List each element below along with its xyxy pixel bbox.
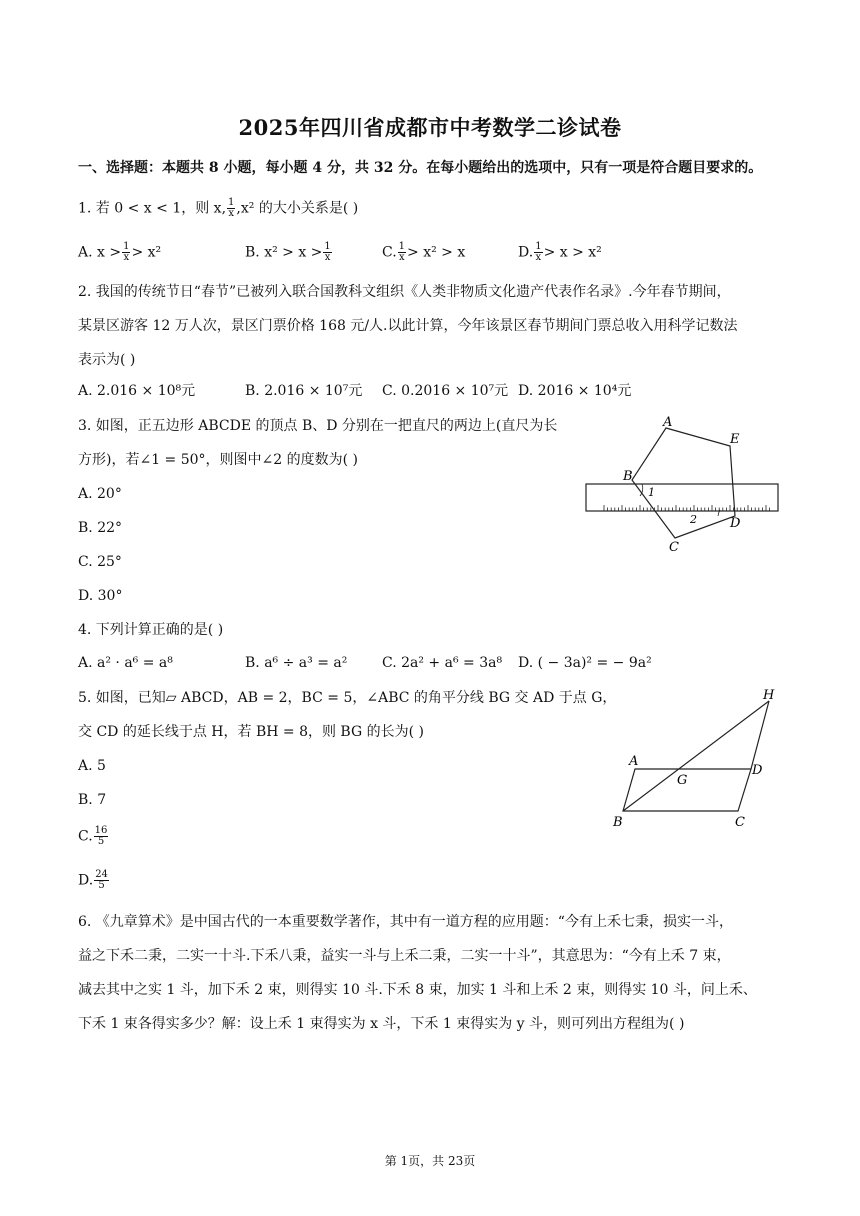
option-text: C. (78, 828, 93, 845)
q3-option-d[interactable]: D. 30° (78, 588, 123, 604)
option-text: > x > x² (543, 244, 602, 261)
question-4-line-1: 4. 下列计算正确的是( ) (78, 622, 224, 638)
q4-option-a[interactable]: A. a² · a⁶ = a⁸ (78, 655, 173, 671)
label-C: C (735, 815, 745, 830)
q3-option-c[interactable]: C. 25° (78, 554, 122, 570)
label-A: A (629, 754, 639, 769)
q1-stem-part: 1. 若 0 < x < 1，则 x, (78, 200, 227, 217)
q1-option-a[interactable] (78, 242, 161, 263)
label-D: D (730, 516, 741, 531)
question-5-line-2: 交 CD 的延长线于点 H，若 BH = 8，则 BG 的长为( ) (78, 724, 424, 740)
q1-option-d[interactable] (518, 242, 602, 263)
label-E: E (730, 432, 740, 447)
option-text: > x² (131, 244, 162, 261)
q5-option-a[interactable]: A. 5 (78, 758, 106, 774)
fraction (94, 870, 109, 891)
q1-option-b[interactable] (245, 242, 333, 263)
q4-option-b[interactable]: B. a⁶ ÷ a³ = a² (245, 655, 348, 671)
fraction (227, 198, 235, 219)
q5-option-c[interactable] (78, 826, 109, 847)
q1-stem-part: ,x² 的大小关系是( ) (236, 200, 359, 217)
extension-DH (751, 701, 769, 769)
question-2-line-1: 2. 我国的传统节日“春节”已被列入联合国教科文组织《人类非物质文化遗产代表作名录》.今年春节期间， (78, 284, 731, 300)
question-6-line-3: 减去其中之实 1 斗，加下禾 2 束，则得实 10 斗.下禾 8 束，加实 1 斗和上禾 2 束，则得实 10 斗，问上禾、 (78, 982, 757, 998)
q2-option-c[interactable]: C. 0.2016 × 10⁷元 (382, 383, 509, 399)
fraction (398, 242, 406, 263)
question-3-line-2: 方形)，若∠1 = 50°，则图中∠2 的度数为( ) (78, 452, 359, 468)
q5-parallelogram-figure (605, 685, 795, 833)
fraction (122, 242, 130, 263)
section-heading: 一、选择题：本题共 8 小题，每小题 4 分，共 32 分。在每小题给出的选项中，只有一项是符合题目要求的。 (78, 160, 763, 176)
q4-option-c[interactable]: C. 2a² + a⁶ = 3a⁸ (382, 655, 503, 671)
q1-option-c[interactable] (382, 242, 465, 263)
label-C: C (669, 540, 679, 555)
fraction (323, 242, 331, 263)
label-angle-2: 2 (690, 513, 697, 526)
question-5-line-1: 5. 如图，已知▱ ABCD，AB = 2，BC = 5，∠ABC 的角平分线 BG 交 AD 于点 G， (78, 690, 617, 706)
option-text: D. (518, 244, 534, 261)
numerator: 1 (324, 241, 331, 252)
question-1-stem (78, 198, 358, 219)
option-text: D. (78, 872, 94, 889)
q4-option-d[interactable]: D. ( − 3a)² = − 9a² (518, 655, 652, 671)
denominator: x (399, 252, 405, 263)
fraction (534, 242, 542, 263)
page-footer: 第 1页，共 23页 (384, 1154, 476, 1168)
option-text: > x² > x (407, 244, 466, 261)
question-6-line-1: 6. 《九章算术》是中国古代的一本重要数学著作，其中有一道方程的应用题：“今有上禾七秉，损实一斗， (78, 914, 733, 930)
label-angle-1: 1 (648, 486, 655, 499)
q2-option-a[interactable]: A. 2.016 × 10⁸元 (78, 383, 196, 399)
denominator: 5 (97, 836, 105, 847)
bisector-BH (623, 701, 769, 811)
q3-pentagon-ruler-figure (580, 410, 785, 560)
q5-option-b[interactable]: B. 7 (78, 792, 107, 808)
question-2-line-2: 某景区游客 12 万人次，景区门票价格 168 元/人.以此计算，今年该景区春节期间门票总收入用科学记数法 (78, 318, 738, 334)
q3-option-a[interactable]: A. 20° (78, 486, 122, 502)
question-6-line-2: 益之下禾二秉，二实一十斗.下禾八秉，益实一斗与上禾二秉，二实一十斗”，其意思为：“今有上禾 7 束， (78, 948, 731, 964)
page-title: 2025年四川省成都市中考数学二诊试卷 (238, 115, 622, 140)
label-B: B (623, 469, 633, 484)
label-A: A (663, 415, 673, 430)
question-3-line-1: 3. 如图，正五边形 ABCDE 的顶点 B、D 分别在一把直尺的两边上(直尺为长 (78, 418, 558, 434)
option-text: A. x > (78, 244, 122, 261)
numerator: 1 (398, 241, 406, 252)
label-G: G (677, 773, 688, 788)
denominator: x (123, 252, 130, 263)
q5-option-d[interactable] (78, 870, 110, 891)
denominator: x (228, 208, 235, 219)
question-2-line-3: 表示为( ) (78, 352, 136, 368)
q2-option-d[interactable]: D. 2016 × 10⁴元 (518, 383, 632, 399)
ruler (586, 484, 778, 511)
numerator: 16 (94, 825, 108, 836)
option-text: C. (382, 244, 397, 261)
numerator: 1 (535, 241, 542, 252)
label-B: B (613, 815, 623, 830)
question-6-line-4: 下禾 1 束各得实多少？解：设上禾 1 束得实为 x 斗，下禾 1 束得实为 y 斗，则可列出方程组为( ) (78, 1016, 685, 1032)
option-text: B. x² > x > (245, 244, 323, 261)
numerator: 1 (228, 197, 235, 208)
q3-option-b[interactable]: B. 22° (78, 520, 123, 536)
denominator: 5 (98, 880, 105, 891)
numerator: 24 (95, 869, 108, 880)
pentagon (632, 428, 735, 538)
q2-option-b[interactable]: B. 2.016 × 10⁷元 (245, 383, 363, 399)
label-D: D (752, 763, 763, 778)
denominator: x (535, 252, 542, 263)
numerator: 1 (123, 241, 130, 252)
fraction (94, 826, 109, 847)
label-H: H (763, 688, 775, 703)
denominator: x (324, 252, 331, 263)
